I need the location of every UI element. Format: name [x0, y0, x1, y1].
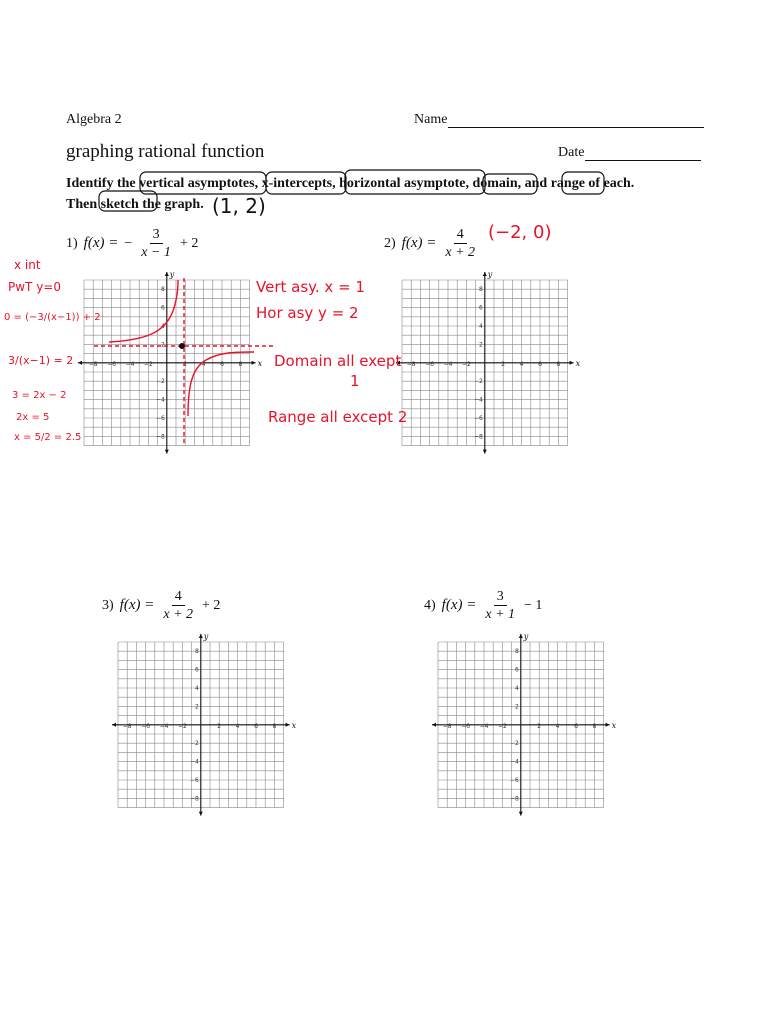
y-axis-arrow-down: [483, 450, 487, 454]
note-range: Range all except 2: [268, 408, 408, 426]
x-tick-label: 6: [574, 722, 578, 730]
y-tick-label: −8: [155, 433, 165, 441]
instr-text: ,: [332, 176, 340, 191]
note-xint-1: x int: [14, 258, 41, 272]
y-axis-arrow-up: [483, 272, 487, 276]
numerator: 3: [150, 226, 163, 244]
y-axis-arrow-down: [165, 450, 169, 454]
x-tick-label: 2: [501, 360, 506, 368]
note-domain-value: 1: [350, 372, 360, 390]
constant-term: − 1: [524, 597, 543, 613]
x-axis-arrow-right: [606, 723, 610, 727]
instr-text: ,: [465, 176, 473, 191]
x-tick-label: −4: [125, 360, 135, 368]
y-tick-label: 4: [514, 685, 519, 692]
y-tick-label: 2: [514, 703, 519, 711]
x-tick-label: 4: [519, 360, 524, 368]
x-axis-label: x: [291, 720, 297, 730]
y-tick-label: −2: [189, 740, 199, 748]
x-tick-label: −2: [497, 722, 507, 730]
fraction: [442, 226, 478, 261]
y-tick-label: −6: [189, 777, 199, 784]
y-tick-label: 6: [478, 304, 483, 312]
page-title: graphing rational function: [66, 141, 265, 162]
instr-range: range: [550, 176, 585, 191]
instr-text: , and: [517, 176, 551, 191]
problem-2-statement: [384, 226, 478, 261]
y-axis-label: y: [169, 270, 175, 279]
y-tick-label: −2: [473, 378, 483, 386]
name-label: Name: [414, 112, 448, 127]
y-tick-label: −6: [473, 415, 483, 422]
note-domain: Domain all exept: [274, 352, 402, 370]
x-axis-arrow-left: [112, 723, 116, 727]
x-axis-arrow-right: [570, 361, 574, 365]
instructions-line-1: [66, 173, 706, 194]
y-axis-arrow-up: [519, 634, 523, 638]
y-axis-arrow-up: [165, 272, 169, 276]
denominator: x + 2: [163, 607, 194, 622]
problem-4-statement: [424, 588, 542, 623]
y-axis-label: y: [523, 632, 529, 641]
x-tick-label: −2: [177, 722, 187, 730]
x-tick-label: −4: [443, 360, 453, 368]
name-blank[interactable]: [448, 112, 704, 128]
x-tick-label: −6: [141, 722, 151, 730]
instr-x-intercepts: x-intercepts: [261, 176, 333, 191]
y-tick-label: 6: [160, 304, 165, 312]
x-tick-label: 2: [217, 722, 222, 730]
instr-horizontal-asymptote: horizontal asymptote: [339, 176, 466, 191]
x-axis-arrow-right: [252, 361, 256, 365]
y-tick-label: 8: [160, 286, 165, 294]
instr-text: Then: [66, 197, 101, 212]
x-tick-label: −2: [143, 360, 153, 368]
y-tick-label: 4: [478, 323, 483, 330]
x-tick-label: −4: [159, 722, 169, 730]
instr-text: the graph.: [138, 197, 204, 212]
y-axis-arrow-down: [199, 812, 203, 816]
y-tick-label: 2: [194, 703, 199, 711]
coordinate-grid-2[interactable]: [392, 268, 592, 472]
function-label: f(x) =: [401, 235, 437, 251]
problem-3-statement: [102, 588, 220, 623]
y-tick-label: 8: [194, 648, 199, 656]
x-tick-label: 4: [201, 360, 206, 368]
x-axis-arrow-left: [78, 361, 82, 365]
y-tick-label: −4: [189, 758, 199, 766]
fraction: [482, 588, 518, 623]
x-tick-label: −8: [442, 722, 452, 730]
y-tick-label: 6: [514, 666, 519, 674]
note-eq4: 2x = 5: [16, 412, 50, 423]
x-tick-label: 4: [235, 722, 240, 730]
function-label: f(x) =: [83, 235, 119, 251]
note-eq1: 0 = (−3/(x−1)) + 2: [4, 312, 101, 323]
denominator: x + 2: [445, 245, 476, 260]
x-tick-label: −4: [479, 722, 489, 730]
x-tick-label: 2: [537, 722, 542, 730]
name-field[interactable]: [414, 112, 704, 128]
problem-number: 3): [102, 597, 114, 613]
y-tick-label: −4: [509, 758, 519, 766]
coordinate-grid-3[interactable]: [108, 630, 308, 834]
denominator: x − 1: [141, 245, 171, 260]
x-tick-label: −8: [88, 360, 98, 368]
x-tick-label: 2: [183, 360, 188, 368]
sign: −: [124, 235, 133, 251]
y-tick-label: −6: [509, 777, 519, 784]
x-tick-label: 8: [592, 722, 597, 730]
x-tick-label: −2: [461, 360, 471, 368]
y-axis-arrow-down: [519, 812, 523, 816]
note-eq2: 3/(x−1) = 2: [8, 354, 74, 367]
x-tick-label: −8: [406, 360, 416, 368]
problem-1-statement: [66, 226, 198, 261]
coordinate-grid-1[interactable]: [74, 268, 274, 472]
x-axis-arrow-left: [432, 723, 436, 727]
x-tick-label: −6: [107, 360, 117, 368]
numerator: 4: [172, 588, 185, 606]
x-tick-label: −6: [425, 360, 435, 368]
numerator: 3: [494, 588, 507, 606]
y-tick-label: 6: [194, 666, 199, 674]
y-tick-label: −6: [155, 415, 165, 422]
date-field[interactable]: [558, 145, 701, 161]
y-tick-label: 8: [514, 648, 519, 656]
function-label: f(x) =: [119, 597, 155, 613]
x-tick-label: 8: [272, 722, 277, 730]
y-tick-label: −4: [155, 396, 165, 404]
y-tick-label: 2: [478, 341, 483, 349]
function-label: f(x) =: [441, 597, 477, 613]
y-tick-label: −2: [509, 740, 519, 748]
x-axis-label: x: [575, 358, 581, 368]
coordinate-grid-4[interactable]: [428, 630, 628, 834]
y-axis-arrow-up: [199, 634, 203, 638]
x-tick-label: 6: [220, 360, 224, 368]
x-tick-label: 6: [538, 360, 542, 368]
problem-number: 2): [384, 235, 396, 251]
x-tick-label: 4: [555, 722, 560, 730]
x-tick-label: 8: [556, 360, 561, 368]
instr-sketch: sketch: [100, 197, 139, 212]
y-tick-label: −4: [473, 396, 483, 404]
note-point: (1, 2): [212, 194, 266, 218]
y-axis-label: y: [487, 270, 493, 279]
x-tick-label: 6: [254, 722, 258, 730]
y-tick-label: 2: [160, 341, 165, 349]
instr-text: Identify the: [66, 176, 140, 191]
fraction: [160, 588, 196, 623]
numerator: 4: [454, 226, 467, 244]
x-axis-arrow-right: [286, 723, 290, 727]
x-tick-label: −8: [122, 722, 132, 730]
instr-vertical-asymptotes: vertical asymptotes: [139, 176, 255, 191]
instructions-line-2: [66, 194, 706, 215]
y-tick-label: 8: [478, 286, 483, 294]
instr-text: of each.: [584, 176, 635, 191]
problem-number: 4): [424, 597, 436, 613]
problem-number: 1): [66, 235, 78, 251]
note-xint-2: PwT y=0: [8, 280, 61, 294]
instructions: [66, 173, 706, 215]
denominator: x + 1: [485, 607, 516, 622]
y-axis-label: y: [203, 632, 209, 641]
y-tick-label: −8: [509, 795, 519, 803]
y-tick-label: 4: [194, 685, 199, 692]
note-horizontal-asymptote: Hor asy y = 2: [256, 304, 359, 322]
note-vertical-asymptote: Vert asy. x = 1: [256, 278, 365, 296]
instr-text: ,: [254, 176, 262, 191]
date-label: Date: [558, 145, 585, 160]
y-tick-label: −8: [189, 795, 199, 803]
note-eq5: x = 5/2 = 2.5: [14, 432, 82, 443]
x-tick-label: 8: [238, 360, 243, 368]
date-blank[interactable]: [585, 145, 701, 161]
course-label: Algebra 2: [66, 112, 122, 127]
y-tick-label: −2: [155, 378, 165, 386]
x-tick-label: −6: [461, 722, 471, 730]
constant-term: + 2: [202, 597, 221, 613]
instr-domain: domain: [472, 176, 518, 191]
x-axis-label: x: [611, 720, 617, 730]
constant-term: + 2: [179, 235, 199, 251]
note-p2-intercept: (−2, 0): [488, 222, 552, 243]
note-eq3: 3 = 2x − 2: [12, 390, 67, 401]
x-axis-label: x: [257, 358, 263, 368]
y-tick-label: 4: [160, 323, 165, 330]
y-tick-label: −8: [473, 433, 483, 441]
fraction: [138, 226, 174, 261]
